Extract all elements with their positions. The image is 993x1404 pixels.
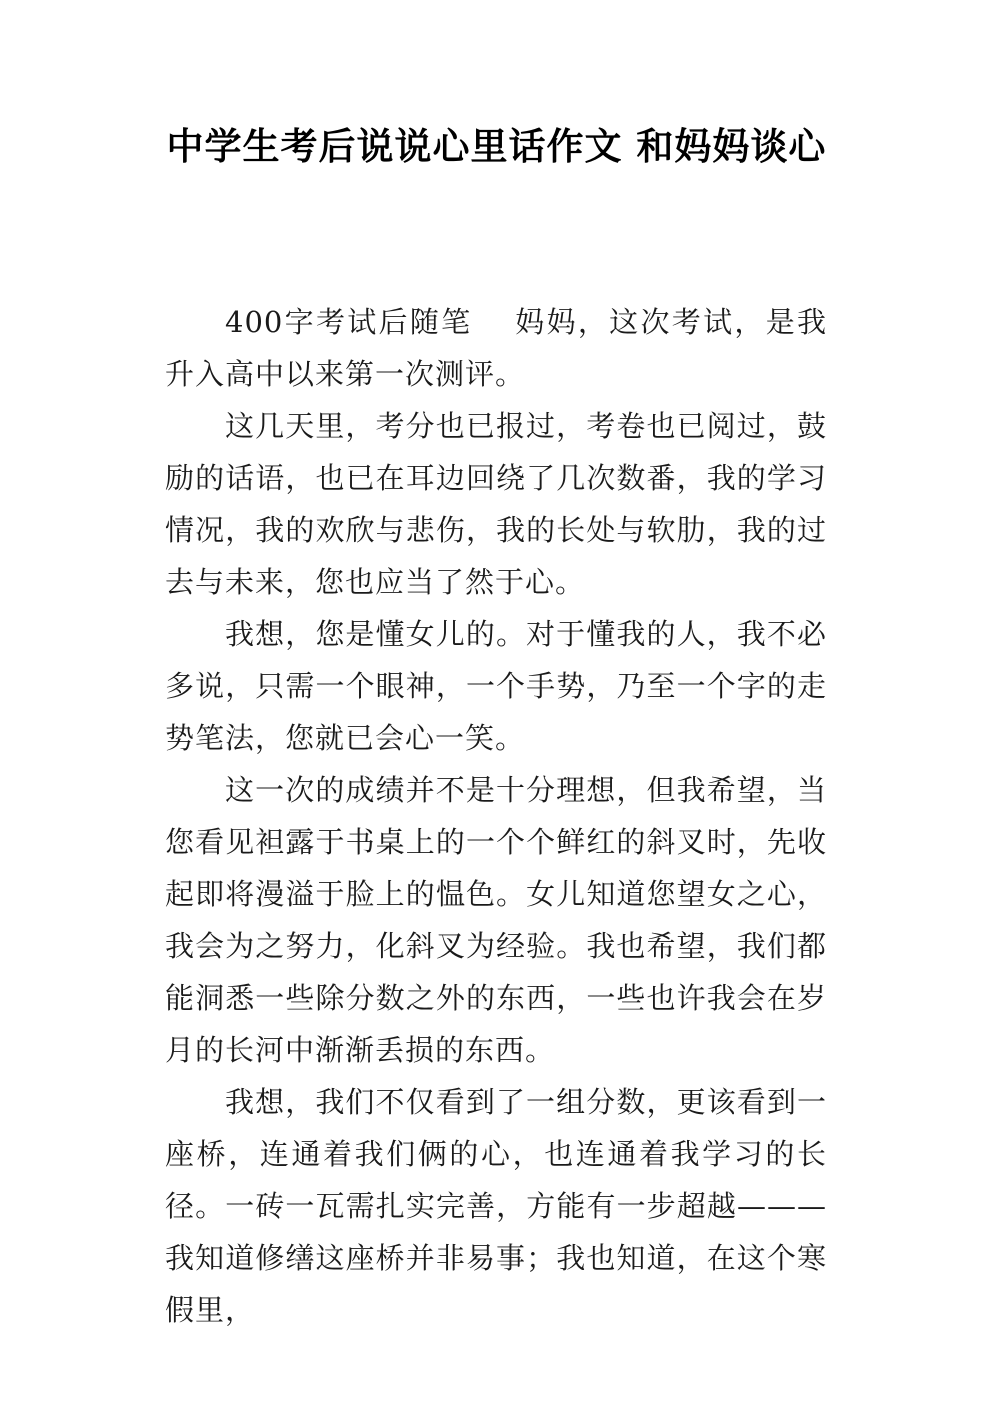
paragraph: 我想，您是懂女儿的。对于懂我的人，我不必多说，只需一个眼神，一个手势，乃至一个字的走势笔法，您就已会心一笑。 <box>165 617 827 755</box>
paragraph: 这几天里，考分也已报过，考卷也已阅过，鼓励的话语，也已在耳边回绕了几次数番，我的学习情况，我的欢欣与悲伤，我的长处与软肋，我的过去与未来，您也应当了然于心。 <box>165 409 827 599</box>
document-title: 中学生考后说说心里话作文 和妈妈谈心 <box>166 125 827 168</box>
paragraph: 我想，我们不仅看到了一组分数，更该看到一座桥，连通着我们俩的心，也连通着我学习的长径。一砖一瓦需扎实完善，方能有一步超越———我知道修缮这座桥并非易事；我也知道，在这个寒假里， <box>165 1085 827 1327</box>
document-body <box>165 296 827 1336</box>
paragraph: 这一次的成绩并不是十分理想，但我希望，当您看见袒露于书桌上的一个个鲜红的斜叉时，先收起即将漫溢于脸上的愠色。女儿知道您望女之心，我会为之努力，化斜叉为经验。我也希望，我们都能洞悉一些除分数之外的东西，一些也许我会在岁月的长河中渐渐丢损的东西。 <box>165 773 827 1067</box>
paragraph: 400字考试后随笔 妈妈，这次考试，是我升入高中以来第一次测评。 <box>165 305 827 391</box>
